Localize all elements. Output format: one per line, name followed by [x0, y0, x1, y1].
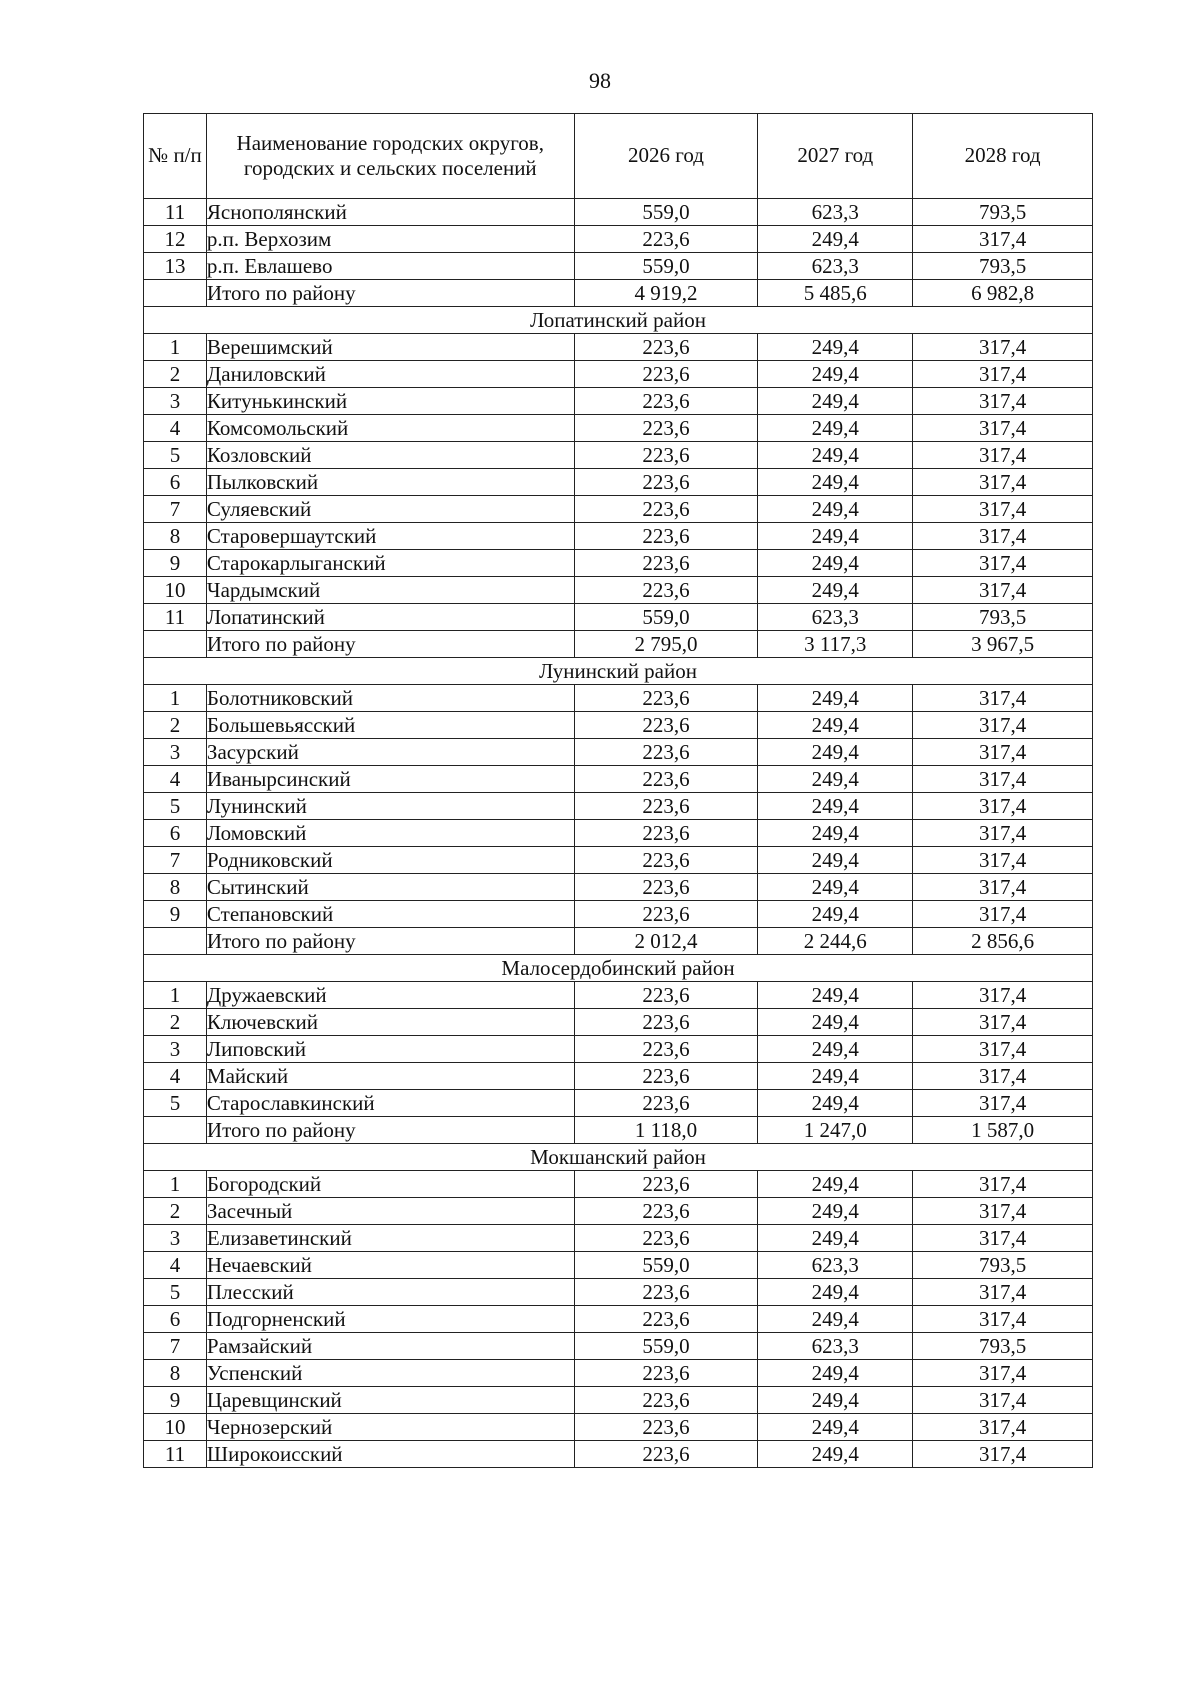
settlement-name: Ломовский — [206, 820, 574, 847]
table-row — [144, 1279, 1093, 1306]
row-number: 4 — [144, 766, 207, 793]
value-2026: 223,6 — [574, 874, 758, 901]
value-2027: 3 117,3 — [758, 631, 913, 658]
value-2027: 249,4 — [758, 712, 913, 739]
value-2028: 317,4 — [913, 415, 1093, 442]
row-number: 4 — [144, 1063, 207, 1090]
value-2027: 249,4 — [758, 793, 913, 820]
value-2027: 249,4 — [758, 1441, 913, 1468]
table-row — [144, 820, 1093, 847]
value-2028: 317,4 — [913, 577, 1093, 604]
value-2027: 249,4 — [758, 685, 913, 712]
settlement-name: р.п. Евлашево — [206, 253, 574, 280]
district-name: Малосердобинский район — [144, 955, 1093, 982]
settlement-name: Старовершаутский — [206, 523, 574, 550]
table-row — [144, 739, 1093, 766]
value-2026: 559,0 — [574, 253, 758, 280]
table-row — [144, 1414, 1093, 1441]
table-row — [144, 523, 1093, 550]
value-2028: 317,4 — [913, 793, 1093, 820]
value-2026: 223,6 — [574, 1198, 758, 1225]
value-2026: 223,6 — [574, 226, 758, 253]
row-number: 11 — [144, 604, 207, 631]
header-name: Наименование городских округов, городских и сельских поселений — [206, 114, 574, 199]
table-row — [144, 1171, 1093, 1198]
table-row — [144, 1306, 1093, 1333]
table-row — [144, 793, 1093, 820]
table-row — [144, 1198, 1093, 1225]
value-2026: 2 012,4 — [574, 928, 758, 955]
settlement-name: Яснополянский — [206, 199, 574, 226]
row-number: 10 — [144, 577, 207, 604]
value-2027: 249,4 — [758, 496, 913, 523]
value-2028: 317,4 — [913, 1360, 1093, 1387]
value-2027: 249,4 — [758, 1063, 913, 1090]
table-row — [144, 442, 1093, 469]
value-2026: 223,6 — [574, 1306, 758, 1333]
settlement-name: Старославкинский — [206, 1090, 574, 1117]
value-2027: 249,4 — [758, 1171, 913, 1198]
settlement-name: Болотниковский — [206, 685, 574, 712]
value-2026: 559,0 — [574, 1252, 758, 1279]
value-2028: 317,4 — [913, 1090, 1093, 1117]
district-total-row — [144, 280, 1093, 307]
table-row — [144, 982, 1093, 1009]
header-2028: 2028 год — [913, 114, 1093, 199]
row-number — [144, 631, 207, 658]
settlement-name: Старокарлыганский — [206, 550, 574, 577]
table-row — [144, 685, 1093, 712]
district-header-row — [144, 1144, 1093, 1171]
row-number: 8 — [144, 874, 207, 901]
value-2027: 249,4 — [758, 1387, 913, 1414]
table-row — [144, 1090, 1093, 1117]
table-row — [144, 1333, 1093, 1360]
value-2026: 223,6 — [574, 496, 758, 523]
district-total-row — [144, 928, 1093, 955]
row-number: 1 — [144, 982, 207, 1009]
row-number: 6 — [144, 469, 207, 496]
value-2027: 2 244,6 — [758, 928, 913, 955]
table-row — [144, 712, 1093, 739]
table-row — [144, 1252, 1093, 1279]
row-number: 2 — [144, 1198, 207, 1225]
value-2026: 223,6 — [574, 577, 758, 604]
table-row — [144, 550, 1093, 577]
budget-table — [143, 113, 1093, 1468]
value-2026: 223,6 — [574, 739, 758, 766]
value-2026: 223,6 — [574, 1441, 758, 1468]
table-row — [144, 469, 1093, 496]
value-2027: 249,4 — [758, 1225, 913, 1252]
row-number: 11 — [144, 1441, 207, 1468]
value-2027: 249,4 — [758, 739, 913, 766]
table-row — [144, 1036, 1093, 1063]
value-2026: 559,0 — [574, 199, 758, 226]
value-2026: 223,6 — [574, 1090, 758, 1117]
table-body — [144, 199, 1093, 1468]
row-number: 5 — [144, 1279, 207, 1306]
row-number: 7 — [144, 496, 207, 523]
settlement-name: Засурский — [206, 739, 574, 766]
value-2028: 793,5 — [913, 1252, 1093, 1279]
settlement-name: Китунькинский — [206, 388, 574, 415]
value-2028: 317,4 — [913, 469, 1093, 496]
value-2027: 249,4 — [758, 334, 913, 361]
settlement-name: Суляевский — [206, 496, 574, 523]
value-2028: 317,4 — [913, 874, 1093, 901]
value-2028: 2 856,6 — [913, 928, 1093, 955]
value-2028: 317,4 — [913, 1414, 1093, 1441]
settlement-name: Иванырсинский — [206, 766, 574, 793]
value-2026: 223,6 — [574, 469, 758, 496]
table-row — [144, 847, 1093, 874]
table-row — [144, 361, 1093, 388]
table-row — [144, 334, 1093, 361]
value-2027: 249,4 — [758, 1360, 913, 1387]
value-2027: 249,4 — [758, 469, 913, 496]
value-2027: 623,3 — [758, 1252, 913, 1279]
value-2028: 317,4 — [913, 1063, 1093, 1090]
row-number: 3 — [144, 739, 207, 766]
value-2027: 249,4 — [758, 847, 913, 874]
value-2028: 317,4 — [913, 1387, 1093, 1414]
value-2028: 317,4 — [913, 1198, 1093, 1225]
settlement-name: Чардымский — [206, 577, 574, 604]
settlement-name: Чернозерский — [206, 1414, 574, 1441]
table-row — [144, 1441, 1093, 1468]
settlement-name: Большевьясский — [206, 712, 574, 739]
settlement-name: Плесский — [206, 1279, 574, 1306]
value-2028: 317,4 — [913, 712, 1093, 739]
value-2027: 249,4 — [758, 415, 913, 442]
settlement-name: Липовский — [206, 1036, 574, 1063]
table-row — [144, 1009, 1093, 1036]
value-2028: 317,4 — [913, 1279, 1093, 1306]
row-number: 1 — [144, 685, 207, 712]
settlement-name: Рамзайский — [206, 1333, 574, 1360]
value-2026: 223,6 — [574, 1171, 758, 1198]
value-2028: 317,4 — [913, 442, 1093, 469]
row-number: 3 — [144, 1036, 207, 1063]
value-2027: 623,3 — [758, 1333, 913, 1360]
district-header-row — [144, 307, 1093, 334]
district-name: Лунинский район — [144, 658, 1093, 685]
value-2028: 317,4 — [913, 982, 1093, 1009]
settlement-name: Ключевский — [206, 1009, 574, 1036]
district-header-row — [144, 955, 1093, 982]
settlement-name: Лунинский — [206, 793, 574, 820]
value-2028: 6 982,8 — [913, 280, 1093, 307]
row-number: 2 — [144, 1009, 207, 1036]
settlement-name: Верешимский — [206, 334, 574, 361]
row-number: 12 — [144, 226, 207, 253]
value-2026: 223,6 — [574, 793, 758, 820]
row-number: 1 — [144, 334, 207, 361]
value-2028: 317,4 — [913, 1171, 1093, 1198]
value-2026: 223,6 — [574, 847, 758, 874]
value-2026: 223,6 — [574, 712, 758, 739]
value-2026: 223,6 — [574, 685, 758, 712]
value-2027: 249,4 — [758, 1036, 913, 1063]
row-number: 5 — [144, 1090, 207, 1117]
settlement-name: Подгорненский — [206, 1306, 574, 1333]
value-2028: 317,4 — [913, 361, 1093, 388]
value-2028: 317,4 — [913, 334, 1093, 361]
value-2028: 793,5 — [913, 253, 1093, 280]
table-row — [144, 874, 1093, 901]
value-2028: 317,4 — [913, 820, 1093, 847]
value-2028: 317,4 — [913, 685, 1093, 712]
table-row — [144, 1225, 1093, 1252]
value-2027: 5 485,6 — [758, 280, 913, 307]
row-number: 2 — [144, 361, 207, 388]
settlement-name: Козловский — [206, 442, 574, 469]
table-row — [144, 1360, 1093, 1387]
settlement-name: Засечный — [206, 1198, 574, 1225]
value-2026: 559,0 — [574, 604, 758, 631]
value-2027: 249,4 — [758, 982, 913, 1009]
value-2027: 249,4 — [758, 766, 913, 793]
value-2027: 249,4 — [758, 1279, 913, 1306]
value-2026: 4 919,2 — [574, 280, 758, 307]
settlement-name: Пылковский — [206, 469, 574, 496]
header-2026: 2026 год — [574, 114, 758, 199]
value-2026: 223,6 — [574, 361, 758, 388]
row-number: 9 — [144, 901, 207, 928]
value-2028: 317,4 — [913, 766, 1093, 793]
row-number: 8 — [144, 1360, 207, 1387]
value-2028: 317,4 — [913, 1306, 1093, 1333]
settlement-name: Комсомольский — [206, 415, 574, 442]
value-2026: 223,6 — [574, 442, 758, 469]
row-number — [144, 928, 207, 955]
value-2027: 249,4 — [758, 1198, 913, 1225]
value-2026: 223,6 — [574, 820, 758, 847]
value-2027: 249,4 — [758, 361, 913, 388]
value-2026: 223,6 — [574, 1063, 758, 1090]
table-row — [144, 1387, 1093, 1414]
table-row — [144, 496, 1093, 523]
value-2026: 223,6 — [574, 415, 758, 442]
value-2027: 623,3 — [758, 253, 913, 280]
value-2028: 317,4 — [913, 388, 1093, 415]
total-label: Итого по району — [206, 1117, 574, 1144]
table-row — [144, 604, 1093, 631]
table-row — [144, 415, 1093, 442]
value-2027: 249,4 — [758, 550, 913, 577]
row-number: 4 — [144, 1252, 207, 1279]
value-2026: 1 118,0 — [574, 1117, 758, 1144]
row-number: 6 — [144, 1306, 207, 1333]
settlement-name: Даниловский — [206, 361, 574, 388]
settlement-name: Родниковский — [206, 847, 574, 874]
header-num: № п/п — [144, 114, 207, 199]
value-2026: 223,6 — [574, 982, 758, 1009]
row-number: 5 — [144, 442, 207, 469]
value-2027: 249,4 — [758, 523, 913, 550]
value-2027: 249,4 — [758, 901, 913, 928]
value-2028: 317,4 — [913, 1036, 1093, 1063]
value-2026: 223,6 — [574, 1009, 758, 1036]
row-number: 8 — [144, 523, 207, 550]
value-2027: 249,4 — [758, 874, 913, 901]
table-row — [144, 1063, 1093, 1090]
value-2026: 223,6 — [574, 550, 758, 577]
value-2027: 249,4 — [758, 820, 913, 847]
value-2026: 223,6 — [574, 1414, 758, 1441]
value-2028: 317,4 — [913, 1009, 1093, 1036]
value-2028: 793,5 — [913, 1333, 1093, 1360]
value-2027: 249,4 — [758, 388, 913, 415]
settlement-name: Успенский — [206, 1360, 574, 1387]
row-number: 6 — [144, 820, 207, 847]
value-2027: 623,3 — [758, 604, 913, 631]
row-number: 13 — [144, 253, 207, 280]
settlement-name: Богородский — [206, 1171, 574, 1198]
page-number: 98 — [589, 68, 611, 93]
district-header-row — [144, 658, 1093, 685]
value-2026: 223,6 — [574, 1387, 758, 1414]
row-number — [144, 1117, 207, 1144]
table-row — [144, 199, 1093, 226]
value-2028: 317,4 — [913, 739, 1093, 766]
header-2027: 2027 год — [758, 114, 913, 199]
value-2027: 249,4 — [758, 1414, 913, 1441]
row-number — [144, 280, 207, 307]
value-2028: 317,4 — [913, 550, 1093, 577]
value-2026: 223,6 — [574, 766, 758, 793]
table-row — [144, 226, 1093, 253]
table-header-row — [144, 114, 1093, 199]
row-number: 9 — [144, 550, 207, 577]
row-number: 3 — [144, 388, 207, 415]
value-2026: 223,6 — [574, 901, 758, 928]
value-2026: 223,6 — [574, 523, 758, 550]
settlement-name: Широкоисский — [206, 1441, 574, 1468]
value-2027: 623,3 — [758, 199, 913, 226]
settlement-name: Степановский — [206, 901, 574, 928]
value-2026: 223,6 — [574, 334, 758, 361]
row-number: 3 — [144, 1225, 207, 1252]
value-2026: 559,0 — [574, 1333, 758, 1360]
settlement-name: Елизаветинский — [206, 1225, 574, 1252]
table-row — [144, 388, 1093, 415]
settlement-name: Царевщинский — [206, 1387, 574, 1414]
row-number: 9 — [144, 1387, 207, 1414]
table-row — [144, 766, 1093, 793]
value-2027: 249,4 — [758, 442, 913, 469]
district-total-row — [144, 631, 1093, 658]
value-2026: 223,6 — [574, 1036, 758, 1063]
value-2027: 249,4 — [758, 1009, 913, 1036]
settlement-name: Дружаевский — [206, 982, 574, 1009]
value-2028: 317,4 — [913, 847, 1093, 874]
table-row — [144, 577, 1093, 604]
district-total-row — [144, 1117, 1093, 1144]
value-2027: 249,4 — [758, 1306, 913, 1333]
value-2027: 1 247,0 — [758, 1117, 913, 1144]
value-2027: 249,4 — [758, 1090, 913, 1117]
table-row — [144, 253, 1093, 280]
value-2028: 1 587,0 — [913, 1117, 1093, 1144]
total-label: Итого по району — [206, 928, 574, 955]
value-2028: 317,4 — [913, 901, 1093, 928]
row-number: 5 — [144, 793, 207, 820]
district-name: Мокшанский район — [144, 1144, 1093, 1171]
value-2027: 249,4 — [758, 226, 913, 253]
row-number: 10 — [144, 1414, 207, 1441]
row-number: 1 — [144, 1171, 207, 1198]
value-2026: 223,6 — [574, 1225, 758, 1252]
value-2028: 793,5 — [913, 604, 1093, 631]
settlement-name: Нечаевский — [206, 1252, 574, 1279]
total-label: Итого по району — [206, 631, 574, 658]
value-2028: 317,4 — [913, 1225, 1093, 1252]
settlement-name: Сытинский — [206, 874, 574, 901]
value-2028: 793,5 — [913, 199, 1093, 226]
row-number: 7 — [144, 1333, 207, 1360]
value-2026: 2 795,0 — [574, 631, 758, 658]
value-2027: 249,4 — [758, 577, 913, 604]
value-2028: 317,4 — [913, 496, 1093, 523]
value-2026: 223,6 — [574, 388, 758, 415]
district-name: Лопатинский район — [144, 307, 1093, 334]
settlement-name: Майский — [206, 1063, 574, 1090]
row-number: 2 — [144, 712, 207, 739]
table-row — [144, 901, 1093, 928]
row-number: 4 — [144, 415, 207, 442]
total-label: Итого по району — [206, 280, 574, 307]
value-2028: 317,4 — [913, 226, 1093, 253]
settlement-name: Лопатинский — [206, 604, 574, 631]
value-2028: 317,4 — [913, 1441, 1093, 1468]
row-number: 11 — [144, 199, 207, 226]
value-2026: 223,6 — [574, 1279, 758, 1306]
value-2028: 317,4 — [913, 523, 1093, 550]
value-2026: 223,6 — [574, 1360, 758, 1387]
value-2028: 3 967,5 — [913, 631, 1093, 658]
row-number: 7 — [144, 847, 207, 874]
settlement-name: р.п. Верхозим — [206, 226, 574, 253]
